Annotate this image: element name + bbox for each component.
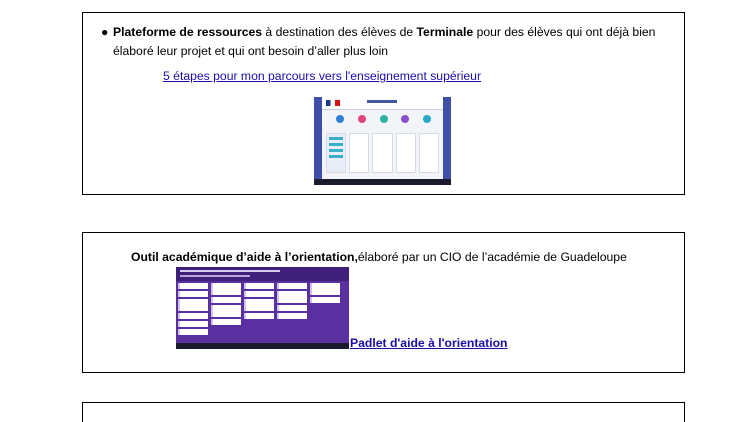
padlet-link[interactable]: Padlet d'aide à l'orientation bbox=[350, 336, 508, 350]
resource-section-next bbox=[82, 402, 685, 422]
bullet-icon: ● bbox=[101, 25, 109, 39]
platform-text-a: à destination des élèves de bbox=[262, 25, 417, 39]
padlet-text: élaboré par un CIO de l’académie de Guadeloupe bbox=[357, 250, 627, 264]
padlet-screenshot bbox=[176, 267, 349, 349]
padlet-description bbox=[131, 249, 627, 266]
terminale-label: Terminale bbox=[416, 25, 474, 39]
padlet-title: Outil académique d’aide à l’orientation, bbox=[131, 250, 358, 264]
platform-text-b: pour des élèves qui ont déjà bien élaboré leur projet et qui ont besoin d’aller plus loin bbox=[113, 25, 656, 58]
resource-section-padlet bbox=[82, 232, 685, 373]
platform-description bbox=[101, 23, 673, 61]
platform-screenshot bbox=[314, 97, 451, 185]
resource-section-platform bbox=[82, 12, 685, 195]
platform-link[interactable]: 5 étapes pour mon parcours vers l'enseignement supérieur bbox=[163, 69, 482, 83]
platform-label: Plateforme de ressources bbox=[113, 25, 263, 39]
